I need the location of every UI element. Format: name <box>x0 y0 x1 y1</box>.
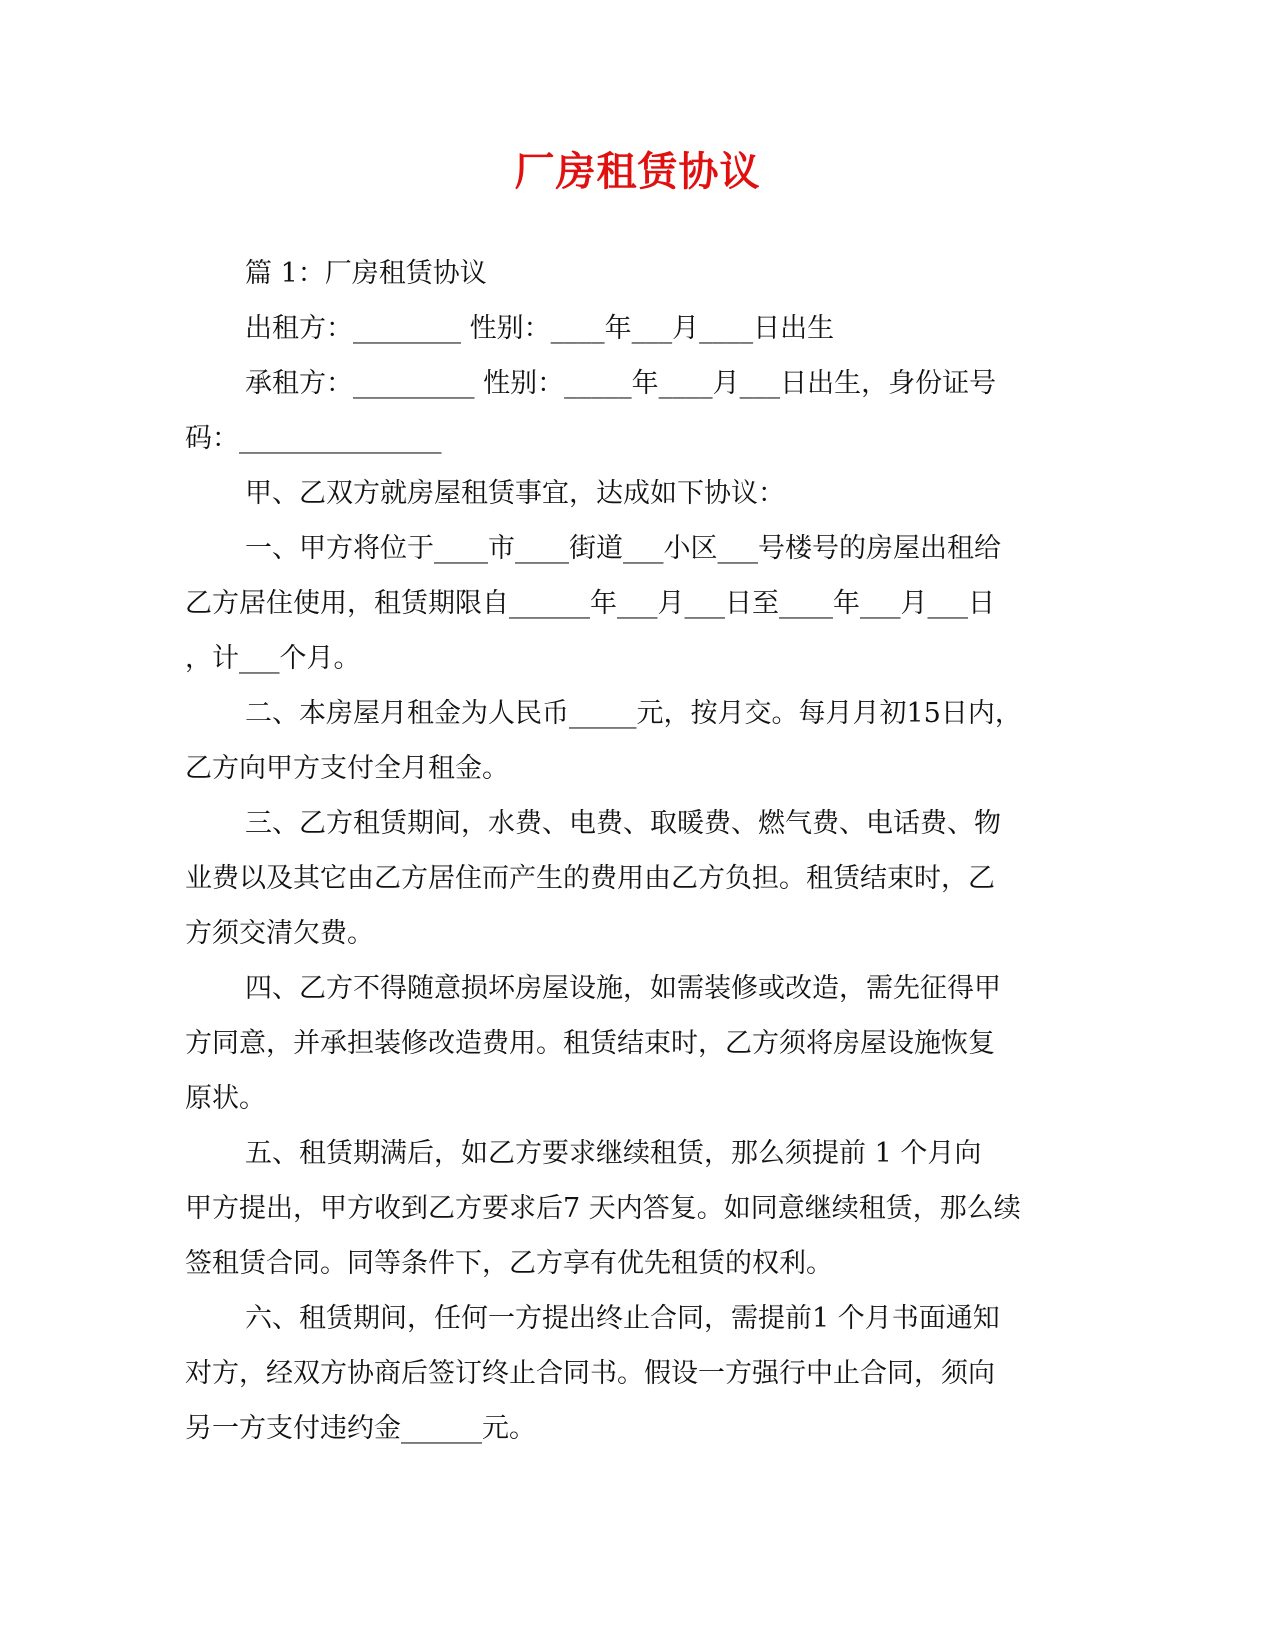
text-line: 五、租赁期满后，如乙方要求继续租赁，那么须提前 1 个月向 <box>245 1138 982 1169</box>
text-line: 乙方居住使用，租赁期限自______年___月___日至____年___月___日 <box>185 588 995 619</box>
text-line: 一、甲方将位于____市____街道___小区___号楼号的房屋出租给 <box>245 533 1001 564</box>
text-line: 承租方：_________ 性别：_____年____月___日出生，身份证号 <box>245 368 997 399</box>
text-line: 原状。 <box>185 1083 266 1114</box>
text-line: 码：_______________ <box>185 423 442 454</box>
text-line: 签租赁合同。同等条件下，乙方享有优先租赁的权利。 <box>185 1248 833 1279</box>
text-line: 三、乙方租赁期间，水费、电费、取暖费、燃气费、电话费、物 <box>245 808 1001 839</box>
text-line: 对方，经双方协商后签订终止合同书。假设一方强行中止合同，须向 <box>185 1358 995 1389</box>
text-line: 出租方：________ 性别：____年___月____日出生 <box>245 313 835 344</box>
text-line: 乙方向甲方支付全月租金。 <box>185 753 509 784</box>
text-line: 四、乙方不得随意损坏房屋设施，如需装修或改造，需先征得甲 <box>245 973 1001 1004</box>
text-line: 二、本房屋月租金为人民币_____元，按月交。每月月初15日内， <box>245 698 1022 729</box>
document-title: 厂房租赁协议 <box>514 148 761 195</box>
text-line: 甲、乙双方就房屋租赁事宜，达成如下协议： <box>245 478 785 509</box>
text-line: 六、租赁期间，任何一方提出终止合同，需提前1 个月书面通知 <box>245 1303 1000 1334</box>
text-line: ，计___个月。 <box>185 643 361 674</box>
document-body <box>185 246 1085 1456</box>
text-line: 方须交清欠费。 <box>185 918 374 949</box>
text-line: 甲方提出，甲方收到乙方要求后7 天内答复。如同意继续租赁，那么续 <box>185 1193 1021 1224</box>
text-line: 篇 1：厂房租赁协议 <box>245 258 487 289</box>
text-line: 另一方支付违约金______元。 <box>185 1413 536 1444</box>
text-line: 方同意，并承担装修改造费用。租赁结束时，乙方须将房屋设施恢复 <box>185 1028 995 1059</box>
text-line: 业费以及其它由乙方居住而产生的费用由乙方负担。租赁结束时，乙 <box>185 863 995 894</box>
